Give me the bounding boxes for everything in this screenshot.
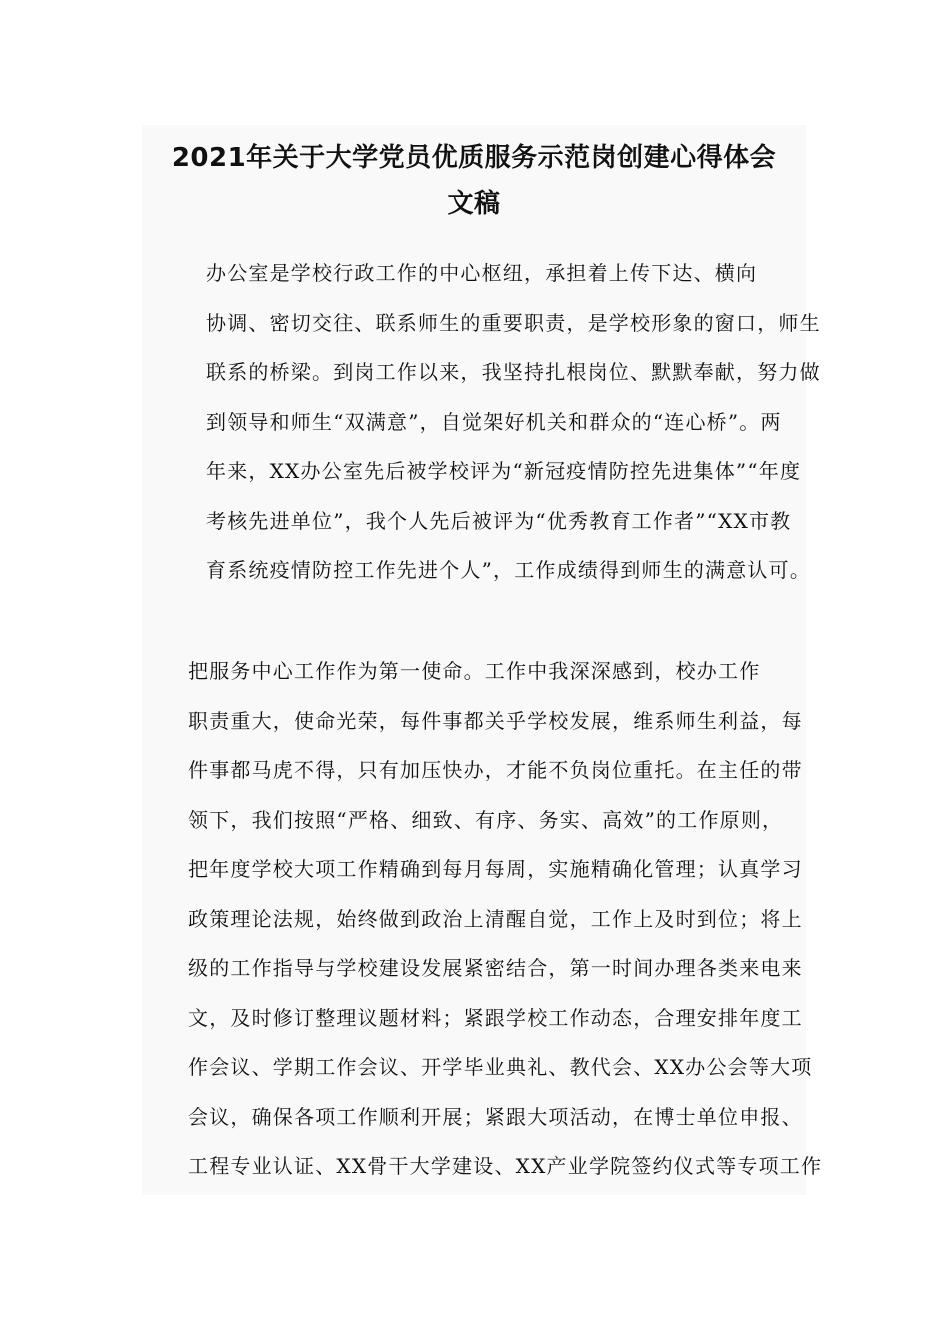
paragraph-line: 育系统疫情防控工作先进个人”，工作成绩得到师生的满意认可。 [206, 558, 812, 582]
paragraph-2 [146, 647, 823, 1192]
paragraph-line: 协调、密切交往、联系师生的重要职责，是学校形象的窗口，师生 [206, 310, 821, 335]
paragraph-line: 领下，我们按照“严格、细致、有序、务实、高效”的工作原则， [188, 807, 784, 832]
paragraph-line: 考核先进单位”，我个人先后被评为“优秀教育工作者”“XX市教 [206, 508, 792, 533]
paragraph-line: 职责重大，使命光荣，每件事都关乎学校发展，维系师生利益，每 [188, 708, 803, 733]
paragraph-line: 级的工作指导与学校建设发展紧密结合，第一时间办理各类来电来 [188, 956, 803, 980]
paragraph-1 [146, 249, 821, 596]
paragraph-line: 作会议、学期工作会议、开学毕业典礼、教代会、XX办公会等大项 [188, 1055, 813, 1079]
document-page [142, 125, 823, 1195]
paragraph-line: 政策理论法规，始终做到政治上清醒自觉，工作上及时到位；将上 [188, 906, 803, 931]
paragraph-line: 到领导和师生“双满意”，自觉架好机关和群众的“连心桥”。两 [206, 409, 782, 434]
title-line-1: 2021年关于大学党员优质服务示范岗创建心得体会 [171, 143, 777, 173]
paragraph-line: 把年度学校大项工作精确到每月每周，实施精确化管理；认真学习 [188, 857, 803, 881]
paragraph-line: 会议，确保各项工作顺利开展；紧跟大项活动，在博士单位申报、 [188, 1104, 803, 1129]
paragraph-line: 文，及时修订整理议题材料；紧跟学校工作动态，合理安排年度工 [188, 1005, 803, 1030]
paragraph-line: 办公室是学校行政工作的中心枢纽，承担着上传下达、横向 [206, 261, 758, 285]
paragraph-line: 联系的桥梁。到岗工作以来，我坚持扎根岗位、默默奉献，努力做 [206, 360, 821, 384]
title-line-2: 文稿 [447, 189, 501, 219]
paragraph-line: 年来，XX办公室先后被学校评为“新冠疫情防控先进集体”“年度 [206, 459, 802, 483]
paragraph-line: 件事都马虎不得，只有加压快办，才能不负岗位重托。在主任的带 [188, 758, 803, 782]
paragraph-line: 工程专业认证、XX骨干大学建设、XX产业学院签约仪式等专项工作 [188, 1154, 823, 1178]
document-title [142, 135, 806, 227]
paragraph-line: 把服务中心工作作为第一使命。工作中我深深感到，校办工作 [188, 659, 761, 683]
